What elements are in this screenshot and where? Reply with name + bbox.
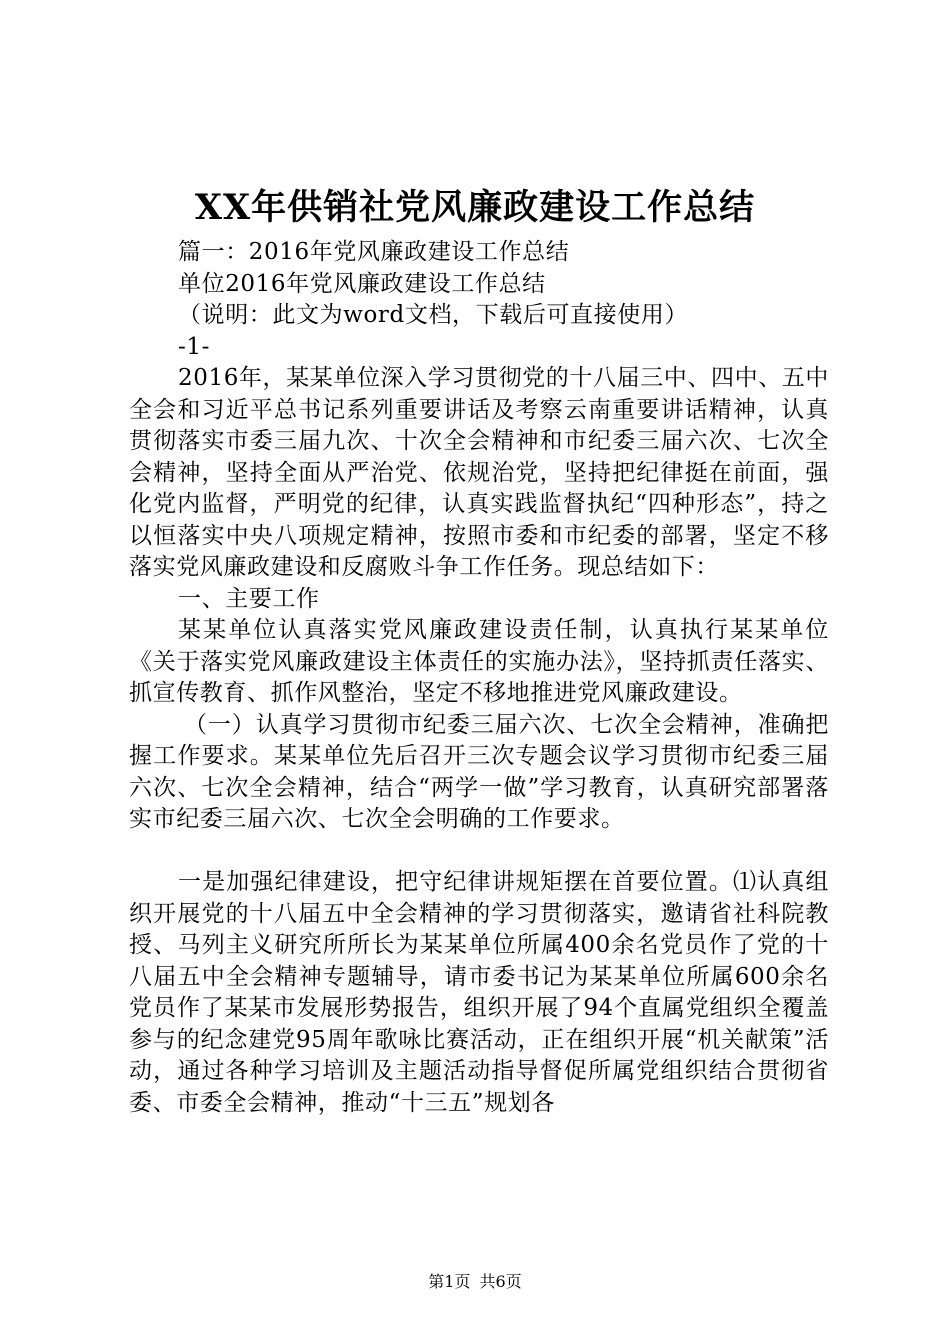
body-paragraph: 一是加强纪律建设，把守纪律讲规矩摆在首要位置。⑴认真组织开展党的十八届五中全会精神的学习贯彻落实，邀请省社科院教授、马列主义研究所所长为某某单位所属400余名党员作了党的十八届五中全会精神专题辅导，请市委书记为某某单位所属600余名党员作了某某市发展形势报告，组织开展了94个直属党组织全覆盖参与的纪念建党95周年歌咏比赛活动，正在组织开展“机关献策”活动，通过各种学习培训及主题活动指导督促所属党组织结合贯彻省委、市委全会精神，推动“十三五”规划各 [129, 869, 829, 1116]
document-title: XX年供销社党风廉政建设工作总结 [194, 187, 756, 228]
page-marker: -1- [178, 333, 210, 360]
document-note: （说明：此文为word文档，下载后可直接使用） [178, 302, 689, 328]
body-paragraph: 某某单位认真落实党风廉政建设责任制，认真执行某某单位《关于落实党风廉政建设主体责任的实施办法》，坚持抓责任落实、抓宣传教育、抓作风整治，坚定不移地推进党风廉政建设。 [129, 617, 829, 706]
page-footer: 第1页 共6页 [428, 1272, 522, 1291]
article-heading: 篇一：2016年党风廉政建设工作总结 [178, 239, 570, 265]
body-paragraph: （一）认真学习贯彻市纪委三届六次、七次全会精神，准确把握工作要求。某某单位先后召开三次专题会议学习贯彻市纪委三届六次、七次全会精神，结合“两学一做”学习教育，认真研究部署落实市纪委三届六次、七次全会明确的工作要求。 [129, 711, 829, 832]
article-subtitle: 单位2016年党风廉政建设工作总结 [178, 270, 546, 297]
blank-line [129, 836, 829, 868]
intro-paragraph: 2016年，某某单位深入学习贯彻党的十八届三中、四中、五中全会和习近平总书记系列重要讲话及考察云南重要讲话精神，认真贯彻落实市委三届九次、十次全会精神和市纪委三届六次、七次全会精神，坚持全面从严治党、依规治党，坚持把纪律挺在前面，强化党内监督，严明党的纪律，认真实践监督执纪“四种形态”，持之以恒落实中央八项规定精神，按照市委和市纪委的部署，坚定不移落实党风廉政建设和反腐败斗争工作任务。现总结如下： [129, 365, 829, 580]
document-body [129, 237, 829, 1119]
section-heading: 一、主要工作 [178, 585, 320, 612]
